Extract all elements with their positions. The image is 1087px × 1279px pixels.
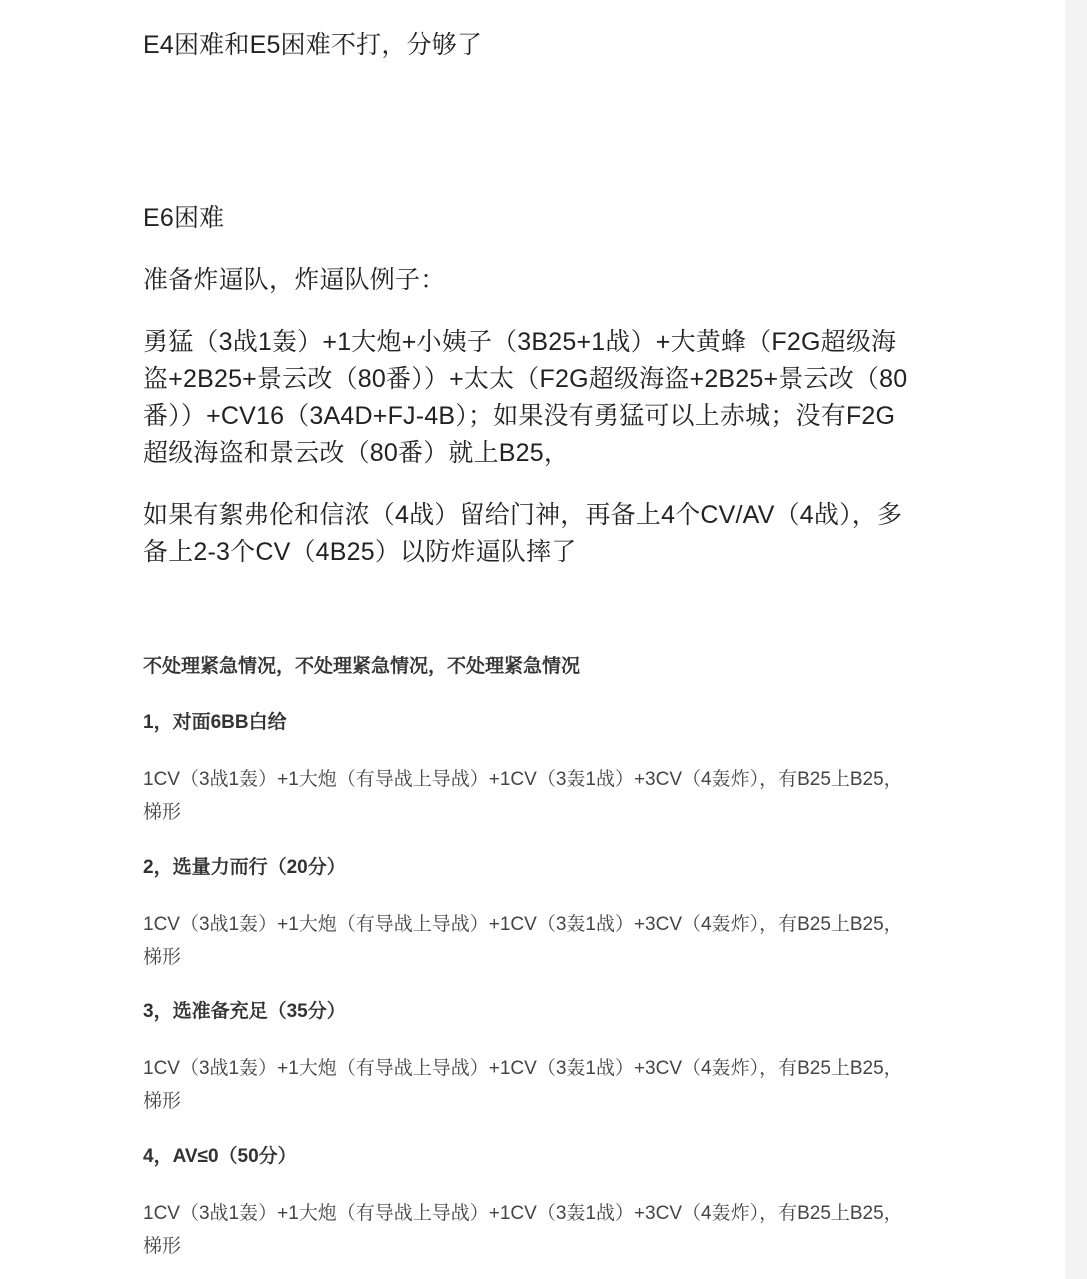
- section-heading-2: 2，选量力而行（20分）: [143, 857, 346, 878]
- section-text-3: 1CV（3战1轰）+1大炮（有导战上导战）+1CV（3轰1战）+3CV（4轰炸），有B25上B25，梯形: [143, 1058, 903, 1112]
- paragraph-e6-heading: E6困难: [143, 204, 225, 232]
- section-heading-1: 1，对面6BB白给: [143, 712, 287, 733]
- paragraph-bomber-team-example: 勇猛（3战1轰）+1大炮+小姨子（3B25+1战）+大黄蜂（F2G超级海盗+2B25+景云改（80番））+太太（F2G超级海盗+2B25+景云改（80番））+CV16（3A4D+FJ-4B）；如果没有勇猛可以上赤城；没有F2G超级海盗和景云改（80番）就上B25，: [143, 328, 908, 467]
- paragraph-no-emergency: 不处理紧急情况，不处理紧急情况，不处理紧急情况: [143, 656, 581, 677]
- section-text-2: 1CV（3战1轰）+1大炮（有导战上导战）+1CV（3轰1战）+3CV（4轰炸），有B25上B25，梯形: [143, 914, 903, 968]
- section-heading-3: 3，选准备充足（35分）: [143, 1001, 346, 1022]
- section-text-1: 1CV（3战1轰）+1大炮（有导战上导战）+1CV（3轰1战）+3CV（4轰炸），有B25上B25，梯形: [143, 769, 903, 823]
- scrollbar-track[interactable]: [1065, 0, 1087, 1279]
- section-heading-4: 4，AV≤0（50分）: [143, 1146, 297, 1167]
- paragraph-e4-e5: E4困难和E5困难不打，分够了: [143, 31, 483, 59]
- paragraph-bomber-team-intro: 准备炸逼队，炸逼队例子：: [143, 266, 446, 294]
- section-text-4: 1CV（3战1轰）+1大炮（有导战上导战）+1CV（3轰1战）+3CV（4轰炸），有B25上B25，梯形: [143, 1203, 903, 1257]
- paragraph-gatekeeper-note: 如果有絮弗伦和信浓（4战）留给门神，再备上4个CV/AV（4战），多备上2-3个CV（4B25）以防炸逼队摔了: [143, 501, 903, 566]
